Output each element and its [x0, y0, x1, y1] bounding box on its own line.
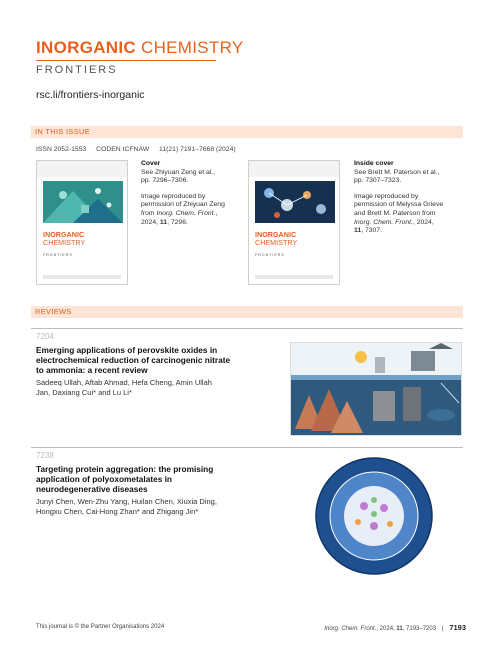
cover-credit-year: 2024, — [141, 218, 160, 226]
section-label: REVIEWS — [35, 307, 72, 316]
cover-title-bold: INORGANIC — [43, 230, 85, 239]
cover-pages: pp. 7296–7306. — [141, 177, 189, 185]
cover-label: Inside cover — [354, 160, 394, 167]
article-page-number: 7204 — [36, 332, 54, 341]
issn-text: ISSN 2052-1553 — [36, 146, 87, 153]
in-this-issue-bar — [31, 126, 463, 138]
article-title[interactable] — [36, 464, 276, 494]
page-number: 7193 — [449, 623, 466, 632]
citation-year: , 2024, — [376, 626, 397, 632]
journal-name-bold: INORGANIC — [36, 38, 136, 57]
citation-pages: , 7193–7203 — [402, 626, 437, 632]
title-line: neurodegenerative diseases — [36, 484, 148, 494]
cover-reference: See Zhiyuan Zeng et al., — [141, 168, 216, 176]
cover-credit-1: Image reproduced by — [141, 192, 206, 200]
title-line: Emerging applications of perovskite oxides in — [36, 345, 218, 355]
issn-row — [36, 146, 244, 153]
journal-subtitle: FRONTIERS — [36, 64, 118, 76]
cover-credit-vol: 11 — [354, 227, 362, 235]
front-cover-caption — [141, 160, 241, 227]
cover-credit-from: from — [141, 209, 157, 217]
cover-credit-year: , 2024, — [412, 218, 434, 226]
page-citation — [324, 623, 466, 632]
cover-footer-strip — [43, 275, 121, 279]
cover-credit-page: , 7307. — [361, 227, 382, 235]
cover-title-bold: INORGANIC — [255, 230, 297, 239]
article-divider — [31, 328, 463, 329]
cover-title-light: CHEMISTRY — [255, 238, 298, 247]
cover-subtitle: FRONTIERS — [255, 253, 285, 257]
cover-header-strip — [249, 161, 339, 177]
article-authors — [36, 378, 276, 397]
cover-credit-vol: 11 — [159, 218, 168, 226]
cover-subtitle: FRONTIERS — [43, 253, 73, 257]
cover-credit-3: and Brett M. Paterson from — [354, 209, 436, 217]
journal-masthead — [36, 38, 244, 76]
authors-line: Junyi Chen, Wen-Zhu Yang, Huilan Chen, Xiuxia Ding, — [36, 497, 217, 506]
cover-credit-comma: , — [215, 209, 218, 217]
cover-credit-page: , 7296. — [167, 218, 188, 226]
coden-text: CODEN ICFNAW — [96, 146, 150, 153]
cover-title-light: CHEMISTRY — [43, 238, 86, 247]
citation-volume: 11 — [396, 626, 403, 632]
title-line: electrochemical reduction of carcinogenic nitrate — [36, 355, 231, 365]
title-line: to ammonia: a recent review — [36, 365, 148, 375]
inside-cover-image[interactable] — [248, 160, 340, 285]
authors-line: Sadeeq Ullah, Aftab Ahmad, Hefa Cheng, Amin Ullah — [36, 378, 212, 387]
cover-footer-strip — [255, 275, 333, 279]
title-line: application of polyoxometalates in — [36, 474, 172, 484]
cover-title — [255, 231, 297, 247]
article-authors — [36, 497, 276, 516]
citation-separator: | — [441, 626, 444, 632]
masthead-rule — [36, 60, 216, 61]
perovskite-abstract-art — [291, 343, 462, 436]
article-title[interactable] — [36, 345, 276, 375]
cover-label: Cover — [141, 160, 161, 167]
front-cover-image[interactable] — [36, 160, 128, 285]
citation-journal: Inorg. Chem. Front. — [324, 626, 377, 632]
cover-credit-2: permission of Zhiyuan Zeng — [141, 201, 225, 209]
section-label: IN THIS ISSUE — [35, 127, 91, 136]
cover-credit-1: Image reproduced by — [354, 192, 419, 200]
graphical-abstract-polyoxometalates[interactable] — [314, 456, 434, 576]
cover-pages: pp. 7307–7323. — [354, 177, 402, 185]
cover-title — [43, 231, 85, 247]
title-line: Targeting protein aggregation: the promising — [36, 464, 214, 474]
cover-credit-2: permission of Melyssa Grieve — [354, 201, 444, 209]
cover-credit-journal: Inorg. Chem. Front. — [156, 209, 216, 217]
cover-header-strip — [37, 161, 127, 177]
polyoxometalate-wheel-art — [314, 456, 434, 576]
article-page-number: 7238 — [36, 451, 54, 460]
authors-line: Jan, Daxiang Cui* and Lu Li* — [36, 387, 132, 397]
article-divider — [31, 447, 463, 448]
journal-name-light: CHEMISTRY — [135, 38, 244, 57]
cover-credit-journal: Inorg. Chem. Front. — [354, 218, 413, 226]
inside-cover-caption — [354, 160, 464, 236]
graphical-abstract-perovskite[interactable] — [290, 342, 462, 436]
authors-line: Hongxu Chen, Cai-Hong Zhan* and Zhigang Jin* — [36, 506, 199, 516]
reviews-bar — [31, 306, 463, 318]
cover-reference: See Brett M. Paterson et al., — [354, 168, 440, 176]
volume-pages-text: 11(21) 7191–7668 (2024) — [159, 146, 236, 153]
copyright-notice: This journal is © the Partner Organisations 2024 — [36, 624, 165, 630]
cover-art-perovskite — [43, 181, 123, 223]
cover-art-molecules — [255, 181, 335, 223]
journal-name — [36, 38, 244, 58]
journal-url-link[interactable]: rsc.li/frontiers-inorganic — [36, 89, 145, 101]
